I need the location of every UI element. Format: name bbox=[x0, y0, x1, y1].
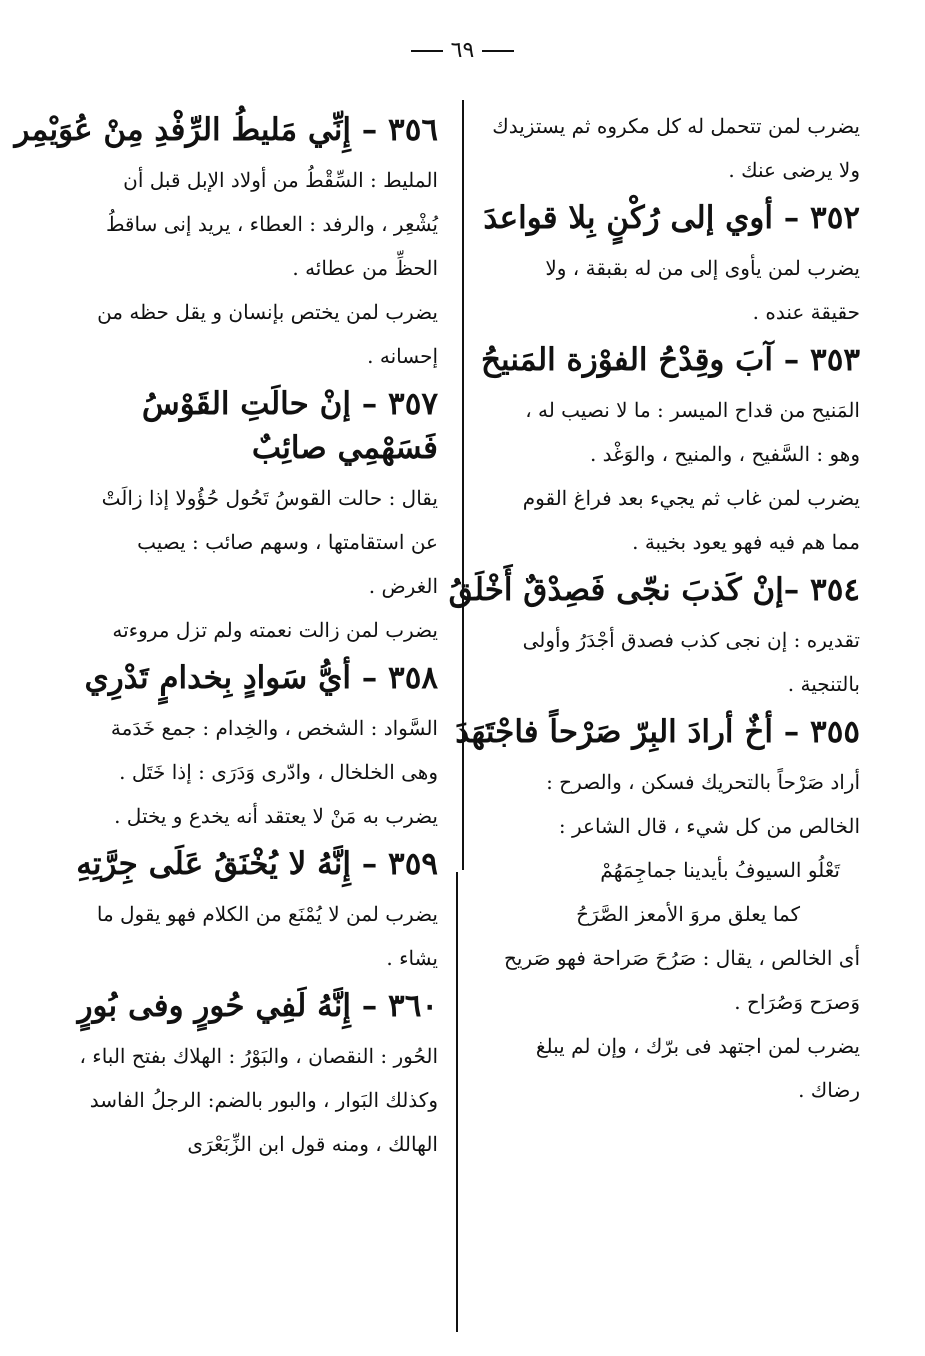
proverb-heading: ٣٥٣ – آبَ وقِدْحُ الفوْزة المَنيحُ bbox=[481, 342, 860, 378]
paragraph: أراد صَرْحاً بالتحريك فسكن ، والصرح : الخالص من كل شيء ، قال الشاعر : bbox=[546, 770, 860, 838]
column-divider bbox=[456, 872, 458, 1332]
proverb-heading: ٣٥٩ – إِنَّهُ لا يُخْنَقُ عَلَى جِرَّتِهِ bbox=[76, 846, 438, 882]
entry bbox=[448, 568, 860, 706]
right-column bbox=[448, 104, 860, 1112]
entry bbox=[483, 196, 860, 334]
paragraph: يضرب لمن لا يُمْنَع من الكلام فهو يقول ما يشاء . bbox=[96, 902, 438, 970]
entry bbox=[481, 338, 860, 564]
paragraph: يقال : حالت القوسُ تَحُول حُؤُولا إذا زالَتْ عن استقامتها ، وسهم صائب : يصيب الغرض . bbox=[101, 486, 438, 598]
paragraph: المَنيح من قداح الميسر : ما لا نصيب له ، وهو : السَّفيح ، والمنيح ، والوَغْد . bbox=[525, 398, 860, 466]
entry bbox=[14, 108, 438, 378]
paragraph: يضرب لمن يأوى إلى من له بقبقة ، ولا حقيقة عنده . bbox=[545, 256, 860, 324]
entry bbox=[78, 656, 438, 838]
paragraph: أى الخالص ، يقال : صَرُحَ صَراحة فهو صَريح وَصرَح وَصُرَاح . bbox=[503, 946, 860, 1014]
paragraph: المليط : السِّقْطُ من أولاد الإبل قبل أن يُشْعِر ، والرفد : العطاء ، يريد إنى ساقطُ الحظِّ من عطائه . bbox=[105, 168, 438, 280]
page-number-dash bbox=[482, 50, 514, 52]
column-divider bbox=[462, 100, 464, 870]
paragraph: يضرب لمن اجتهد فى برّك ، وإن لم يبلغ رضاك . bbox=[535, 1034, 860, 1102]
proverb-heading: ٣٥٤ –إنْ كَذبَ نجّى فَصِدْقٌ أَخْلَقُ bbox=[448, 572, 860, 608]
entry bbox=[78, 984, 438, 1166]
paragraph: يضرب لمن غاب ثم يجيء بعد فراغ القوم مما هم فيه فهو يعود بخيبة . bbox=[522, 486, 860, 554]
entry bbox=[78, 842, 438, 980]
proverb-heading: ٣٥٢ – أوي إلى رُكْنٍ بِلا قواعدَ bbox=[483, 200, 860, 236]
left-column bbox=[14, 104, 438, 1166]
verse-line: تَعْلُو السيوفُ بأيدينا جماجِمَهُمْ bbox=[600, 858, 840, 882]
proverb-heading: ٣٦٠ – إِنَّهُ لَفِي حُورٍ وفى بُورٍ bbox=[77, 988, 438, 1024]
paragraph: يضرب لمن زالت نعمته ولم تزل مروءته bbox=[112, 618, 438, 642]
entry bbox=[490, 104, 860, 192]
proverb-heading: ٣٥٦ – إِنِّي مَليطُ الرِّفْدِ مِنْ عُوَيْمِر bbox=[14, 112, 438, 148]
page-number bbox=[0, 38, 925, 63]
paragraph: تقديره : إن نجى كذب فصدق أجْدَرُ وأولى بالتنجية . bbox=[522, 628, 860, 696]
entry bbox=[78, 382, 438, 652]
paragraph: يضرب لمن يختص بإنسان و يقل حظه من إحسانه . bbox=[97, 300, 438, 368]
paragraph: الحُور : النقصان ، والبَوْرُ : الهلاك بفتح الباء ، وكذلك البَوار ، والبور بالضم: الرجلُ الفاسد الهالك ، ومنه قول ابن الزِّبَعْرَى bbox=[79, 1044, 438, 1156]
page-number-text: ٦٩ bbox=[450, 38, 475, 63]
entry bbox=[455, 710, 860, 1112]
paragraph: السَّواد : الشخص ، والخِدام : جمع خَدَمة وهى الخلخال ، وادّرى وَدَرَى : إذا خَتَل . bbox=[110, 716, 438, 784]
proverb-heading: ٣٥٥ – أخٌ أرادَ البِرّ صَرْحاً فاجْتَهَدَ bbox=[455, 714, 860, 750]
proverb-heading: ٣٥٨ – أيُّ سَوادٍ بِخدامٍ تَدْرِي bbox=[84, 660, 438, 696]
paragraph: يضرب لمن تتحمل له كل مكروه ثم يستزيدك ولا يرضى عنك . bbox=[492, 114, 860, 182]
verse-line: كما يعلق مروَ الأمعز الصَّرَحُ bbox=[576, 902, 800, 926]
proverb-heading: ٣٥٧ – إنْ حالَتِ القَوْسُ فَسَهْمِي صائِبٌ bbox=[141, 386, 438, 466]
page-number-dash bbox=[411, 50, 443, 52]
paragraph: يضرب به مَنْ لا يعتقد أنه يخدع و يختل . bbox=[114, 804, 438, 828]
